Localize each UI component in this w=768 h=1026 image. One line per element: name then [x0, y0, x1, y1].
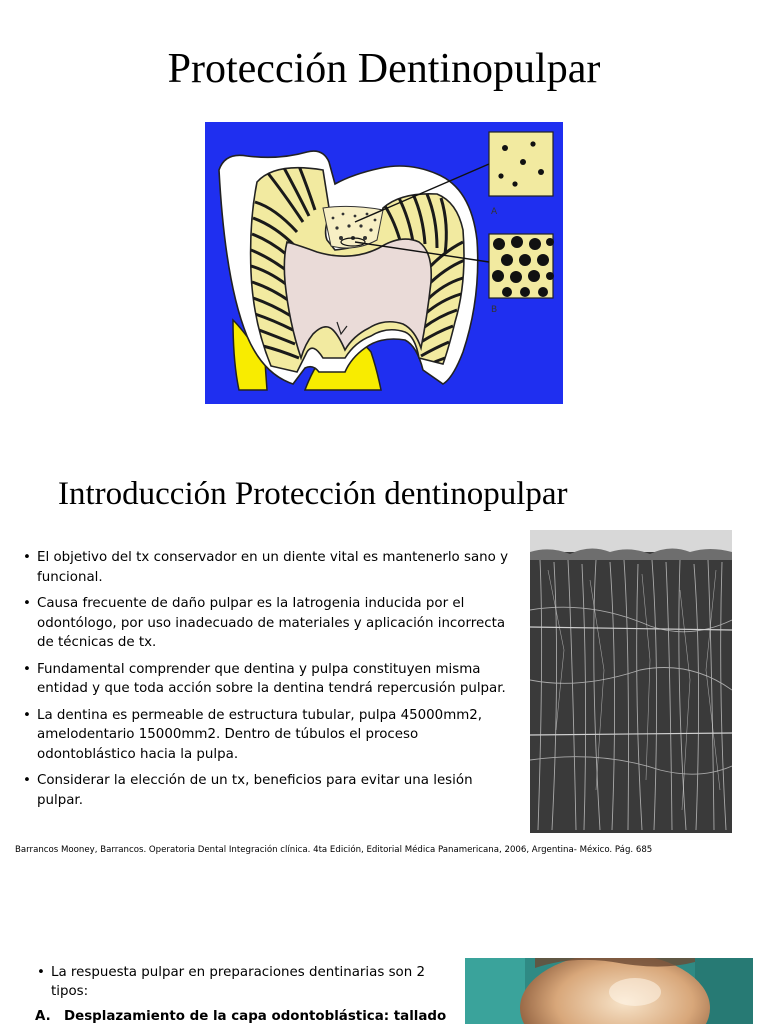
section-title-introduccion: Introducción Protección dentinopulpar: [58, 476, 568, 512]
bullet-item: • Fundamental comprender que dentina y pulpa constituyen misma entidad y que toda acción sobre la dentina tendrá repercusión pulpar.: [22, 660, 514, 699]
inset-b-label: B: [491, 305, 498, 315]
sub-item-a: [36, 1007, 456, 1026]
slide-title: Protección Dentinopulpar: [167, 46, 601, 92]
bullet-item: • Causa frecuente de daño pulpar es la Iatrogenia inducida por el odontólogo, por uso inadecuado de materiales y aplicación incorrecta de técnicas de tx.: [22, 594, 514, 653]
sub-item-text: Desplazamiento de la capa odontoblástica: tallado: [64, 1009, 447, 1024]
bullet-item: • Considerar la elección de un tx, beneficios para evitar una lesión pulpar.: [22, 771, 514, 810]
bullet-item: • La respuesta pulpar en preparaciones dentinarias son 2 tipos:: [36, 963, 456, 1001]
intro-bullet-list: [22, 548, 514, 817]
sub-item-letter: A.: [35, 1009, 51, 1024]
bibliographic-reference: Barrancos Mooney, Barrancos. Operatoria Dental Integración clínica. 4ta Edición, Editorial Médica Panamericana, 2006, Argentina- México. Pág. 685: [15, 845, 653, 855]
inset-a-label: A: [491, 207, 498, 217]
bullet-item: • El objetivo del tx conservador en un diente vital es mantenerlo sano y funcional.: [22, 548, 514, 587]
bullet-item: • La dentina es permeable de estructura tubular, pulpa 45000mm2, amelodentario 15000mm2. Dentro de túbulos el proceso odontoblástico hacia la pulpa.: [22, 706, 514, 765]
lesion-zone: [323, 206, 383, 248]
pulp-response-list: [36, 963, 456, 1026]
dentin-micrograph: [530, 530, 732, 833]
tooth-diagram: [205, 122, 563, 404]
clinical-photo: [465, 958, 753, 1024]
